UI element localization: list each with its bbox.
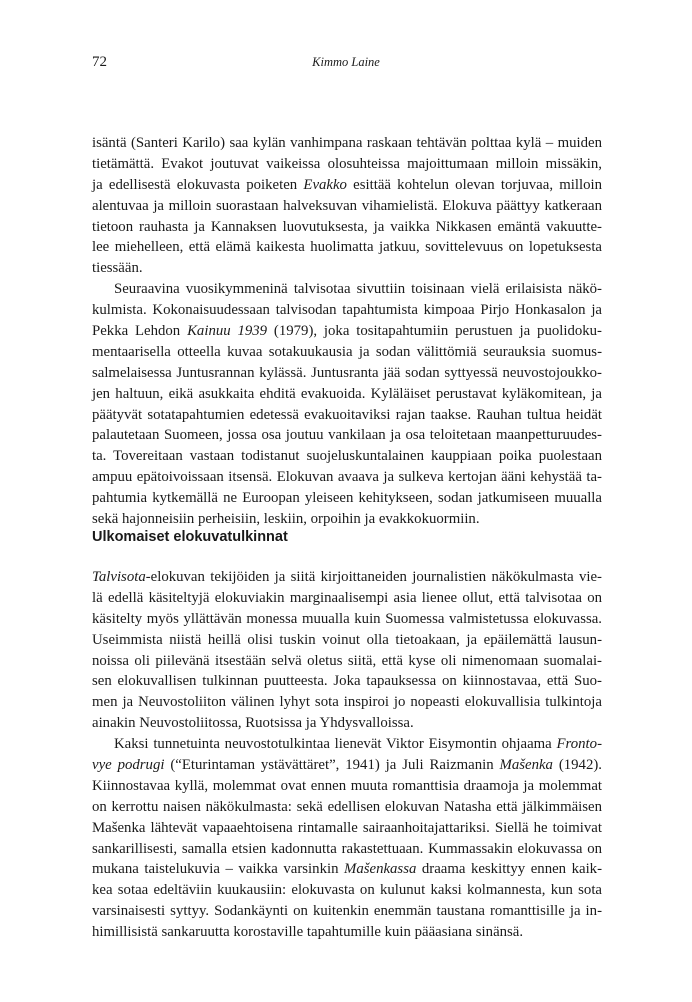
text-line	[92, 258, 602, 279]
text-line	[92, 467, 602, 488]
text-line	[92, 321, 602, 342]
italic-title: Mašenkassa	[344, 861, 417, 878]
text-segment: pahtumia kytkemällä ne Euroopan yleiseen kehitykseen, sodan jatkumiseen muualla	[92, 490, 602, 507]
text-segment: Useimmista niistä heillä olisi tuskin voinut olla tietoakaan, ja epäilemättä lausun-	[92, 631, 602, 648]
text-segment: Kiinnostavaa kyllä, molemmat ovat ennen muuta romanttisia draamoja ja molemmat	[92, 777, 602, 794]
text-segment: ampuu epätoivoissaan itsensä. Elokuvan avaava ja sulkeva kertojan ääni kehystää ta-	[92, 469, 602, 486]
text-line	[92, 154, 602, 175]
text-line	[92, 237, 602, 258]
text-line	[92, 509, 602, 530]
text-segment: sankarillisesti, samalla etsien kadonnutta rakastettuaan. Kummassakin elokuvassa on	[92, 840, 602, 857]
text-segment: on kerrottu naisen näkökulmasta: sekä edellisen elokuvan Natasha että jälkimmäisen	[92, 798, 602, 815]
text-segment: Seuraavina vuosikymmeninä talvisotaa sivuttiin toisinaan vielä erilaisista näkö-	[114, 281, 602, 298]
text-line	[92, 609, 602, 630]
text-line	[92, 776, 602, 797]
text-line	[92, 692, 602, 713]
text-segment: varsinaisesti syttyy. Sodankäynti on kuitenkin enemmän taustana romanttisille ja in-	[92, 903, 602, 920]
text-segment: ta. Tovereitaan vastaan todistanut suojeluskuntalainen kauppiaan poika puolestaan	[92, 448, 602, 465]
section-heading: Ulkomaiset elokuvatulkinnat	[92, 529, 288, 545]
text-segment: mukana taistelukuvia – vaikka varsinkin	[92, 861, 345, 878]
text-line	[92, 818, 602, 839]
text-segment: -elokuvan tekijöiden ja siitä kirjoittaneiden journalistien näkökulmasta vie-	[145, 569, 602, 585]
text-segment: lee miehelleen, että elämä kaikesta huolimatta jatkuu, sovittelevuus on lopetuksesta	[92, 239, 602, 256]
text-segment: kulmista. Kokonaisuudessaan talvisodan tapahtumista kimpoaa Pirjo Honkasalon ja	[92, 302, 602, 319]
text-line	[92, 425, 602, 446]
text-line	[92, 651, 602, 672]
text-segment: (1942).	[552, 757, 602, 774]
text-segment: alentuvaa ja milloin suorastaan halveksuvan vihamielistä. Elokuva päättyy katkeraan	[92, 197, 602, 214]
text-segment: päätyvät sotatapahtumien edetessä evakuoitaviksi rajan taakse. Rauhan tultua heidät	[92, 406, 602, 423]
text-segment: ainakin Neuvostoliitossa, Ruotsissa ja Yhdysvalloissa.	[92, 715, 414, 732]
text-segment: noissa oli piilevänä itsestään selvä oletus siitä, että kyse oli nimenomaan suomalai-	[92, 652, 602, 669]
text-segment: esittää kohtelun olevan torjuvaa, milloin	[346, 176, 602, 193]
italic-title: Kainuu 1939	[187, 323, 268, 340]
text-line	[92, 217, 602, 238]
text-line	[92, 859, 602, 880]
text-line	[92, 839, 602, 860]
text-line	[92, 175, 602, 196]
text-segment: sekä hajonneisiin perheisiin, leskiin, orpoihin ja evakkokuormiin.	[92, 511, 480, 528]
text-segment: tietämättä. Evakot joutuvat vaikeissa olosuhteissa majoittumaan milloin missäkin,	[92, 155, 602, 172]
text-segment: (“Eturintaman ystävättäret”, 1941) ja Juli Raizmanin	[164, 757, 500, 774]
text-line	[92, 133, 602, 154]
text-line	[92, 488, 602, 509]
text-segment: isäntä (Santeri Karilo) saa kylän vanhimpana raskaan tehtävän polttaa kylä – muiden	[92, 135, 602, 151]
text-segment: tiessään.	[92, 260, 143, 277]
text-line	[92, 342, 602, 363]
text-line	[92, 363, 602, 384]
italic-title: Mašenka	[499, 757, 553, 774]
text-segment: men ja Neuvostoliiton välinen lyhyt sota inspiroi jo nopeasti elokuvallisia tulkintoja	[92, 694, 602, 711]
text-line	[92, 880, 602, 901]
text-segment: käsitelty myös yllättävän monessa muualla kuin Suomessa valmistetussa elokuvassa.	[92, 610, 602, 627]
text-segment: himillisistä sankaruutta korostaville tapahtumille kuin pääasiana sinänsä.	[92, 924, 524, 941]
text-segment: (1979), joka tositapahtumiin perustuen ja puolidoku-	[267, 323, 602, 340]
page-number: 72	[92, 54, 107, 70]
text-line	[92, 196, 602, 217]
text-line	[92, 446, 602, 467]
text-line	[92, 755, 602, 776]
text-segment: jen haltuun, eikä asukkaita ehditä evakuoida. Kyläläiset perustavat kyläkomitean, ja	[92, 385, 602, 402]
italic-title: vye podrugi	[92, 757, 165, 774]
text-line	[92, 300, 602, 321]
text-line	[92, 901, 602, 922]
text-line	[92, 922, 602, 943]
text-line	[92, 405, 602, 426]
italic-title: Evakko	[303, 176, 347, 193]
text-line	[92, 713, 602, 734]
text-line	[92, 734, 602, 755]
text-segment: draama keskittyy ennen kaik-	[416, 861, 603, 878]
text-segment: Kaksi tunnetuinta neuvostotulkintaa lienevät Viktor Eisymontin ohjaama	[114, 736, 557, 753]
text-line	[92, 588, 602, 609]
body-text-top	[92, 133, 602, 530]
text-line	[92, 671, 602, 692]
text-segment: tietoon rauhasta ja Kannaksen luovutuksesta, ja vaikka Nikkasen emäntä vakuutte-	[92, 218, 602, 235]
running-head-author: Kimmo Laine	[312, 55, 380, 69]
text-line	[92, 279, 602, 300]
italic-title: Talvisota	[92, 569, 146, 585]
text-segment: salmelaisessa Juntusrannan kylässä. Juntusranta jää sodan syttyessä neuvostojoukko-	[92, 364, 602, 381]
text-line	[92, 384, 602, 405]
text-line	[92, 630, 602, 651]
italic-title: Fronto-	[556, 736, 602, 753]
text-segment: mentaarisella otteella kuvaa sotakuukausia ja sodan välittömiä seurauksia suomus-	[92, 343, 602, 360]
text-line	[92, 797, 602, 818]
body-text-bottom	[92, 567, 602, 943]
text-segment: kea sotaa edeltäviin kuukausiin: elokuvasta on kulunut kaksi kolmannesta, kun sota	[92, 882, 602, 899]
text-segment: sen elokuvallisen tulkinnan puutteesta. Joka tapauksessa on kiinnostavaa, että Suo-	[92, 673, 602, 690]
text-segment: palautetaan Suomeen, jossa osa joutuu vankilaan ja osa teloitetaan maanpetturuudes-	[92, 427, 602, 444]
text-segment: Mašenka lähtevät vapaaehtoisena rintamalle sairaanhoitajattariksi. Siellä he toimivat	[92, 819, 602, 836]
text-segment: ja edellisestä elokuvasta poiketen	[92, 176, 304, 193]
text-segment: Pekka Lehdon	[92, 323, 188, 340]
text-segment: lä edellä käsiteltyjä elokuviakin marginaalisempi asia lienee ollut, että talvisotaa on	[92, 589, 602, 606]
text-line	[92, 567, 602, 588]
